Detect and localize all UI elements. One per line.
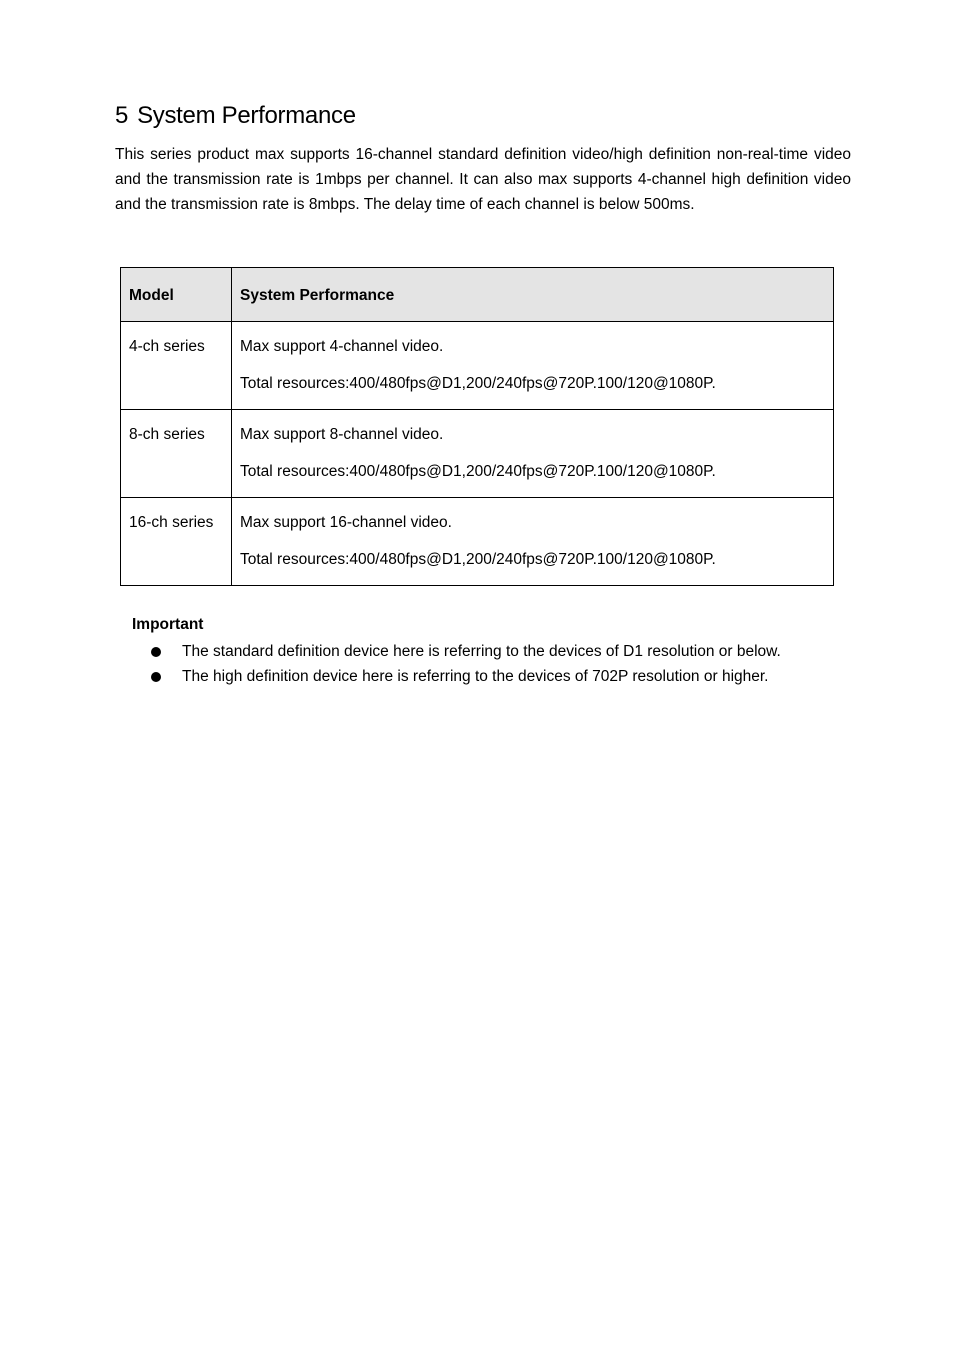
performance-cell (232, 410, 834, 498)
bullet-icon (151, 647, 161, 657)
table-header-row (121, 268, 834, 322)
section-title: System Performance (137, 102, 356, 129)
total-resources-text: Total resources:400/480fps@D1,200/240fps@720P.100/120@1080P. (240, 375, 716, 392)
max-support-text: Max support 16-channel video. (240, 514, 452, 531)
table-row (121, 410, 834, 498)
table-row (121, 322, 834, 410)
max-support-text: Max support 8-channel video. (240, 426, 444, 443)
important-notes (132, 615, 892, 689)
max-support-text: Max support 4-channel video. (240, 338, 444, 355)
list-item-text: The high definition device here is referring to the devices of 702P resolution or higher. (182, 668, 769, 685)
model-cell: 4-ch series (121, 322, 232, 410)
list-item (132, 639, 892, 664)
list-item (132, 664, 892, 689)
table-row (121, 498, 834, 586)
important-title: Important (132, 616, 204, 633)
total-resources-text: Total resources:400/480fps@D1,200/240fps@720P.100/120@1080P. (240, 551, 716, 568)
performance-cell (232, 322, 834, 410)
model-cell: 16-ch series (121, 498, 232, 586)
section-heading (115, 102, 356, 130)
list-item-text: The standard definition device here is referring to the devices of D1 resolution or below. (182, 643, 781, 660)
model-cell: 8-ch series (121, 410, 232, 498)
bullet-icon (151, 672, 161, 682)
header-system-performance: System Performance (232, 268, 834, 322)
section-number: 5 (115, 102, 129, 129)
intro-paragraph: This series product max supports 16-channel standard definition video/high definition non-real-time video and the transmission rate is 1mbps per channel. It can also max supports 4-channel high definition video and the transmission rate is 8mbps. The delay time of each channel is below 500ms. (115, 146, 851, 213)
performance-cell (232, 498, 834, 586)
important-list (132, 639, 892, 689)
header-model: Model (121, 268, 232, 322)
performance-table (120, 267, 834, 586)
total-resources-text: Total resources:400/480fps@D1,200/240fps@720P.100/120@1080P. (240, 463, 716, 480)
